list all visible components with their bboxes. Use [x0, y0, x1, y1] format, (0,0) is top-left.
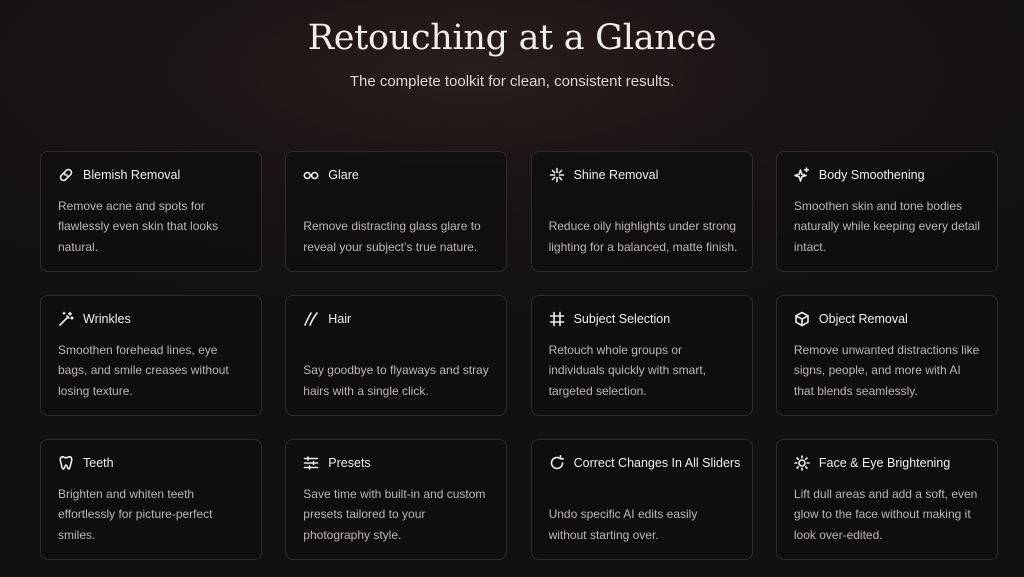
page-subtitle: The complete toolkit for clean, consistent results.	[349, 73, 675, 90]
card-title: Teeth	[83, 456, 114, 470]
card-header	[58, 310, 245, 328]
card-title: Wrinkles	[83, 312, 131, 326]
card-description: Reduce oily highlights under strong lighting for a balanced, matte finish.	[548, 219, 738, 254]
card-title: Body Smoothening	[818, 168, 925, 182]
magic-wand-icon	[58, 311, 74, 327]
card-title: Shine Removal	[573, 168, 659, 182]
card-header	[549, 310, 736, 328]
card-title: Glare	[328, 168, 359, 182]
sparkle-icon	[549, 167, 565, 183]
card-description: Smoothen forehead lines, eye bags, and smile creases without losing texture.	[58, 342, 229, 398]
card-description: Say goodbye to flyaways and stray hairs with a single click.	[303, 363, 489, 398]
feature-card-glare[interactable]	[285, 151, 507, 272]
sliders-icon	[303, 455, 319, 471]
feature-card-hair[interactable]	[285, 295, 507, 416]
card-title: Subject Selection	[573, 312, 671, 326]
card-header	[58, 454, 245, 472]
card-header	[303, 310, 490, 328]
card-title: Object Removal	[818, 312, 908, 326]
feature-card-object-removal[interactable]	[776, 295, 998, 416]
tooth-icon	[58, 455, 74, 471]
sparkles-icon	[794, 167, 810, 183]
card-title: Face & Eye Brightening	[818, 456, 951, 470]
sun-icon	[794, 455, 810, 471]
card-description: Remove unwanted distractions like signs, people, and more with AI that blends seamlessly.	[793, 342, 980, 398]
feature-card-subject-selection[interactable]	[531, 295, 753, 416]
card-header	[303, 166, 490, 184]
feature-card-face-eye-brightening[interactable]	[776, 439, 998, 560]
page-title: Retouching at a Glance	[307, 18, 717, 58]
card-header	[549, 454, 741, 472]
feature-card-shine-removal[interactable]	[531, 151, 753, 272]
refresh-icon	[549, 455, 565, 471]
card-description: Undo specific AI edits easily without starting over.	[548, 507, 698, 542]
card-header	[794, 310, 981, 328]
feature-card-presets[interactable]	[285, 439, 507, 560]
card-description: Save time with built-in and custom presets tailored to your photography style.	[303, 486, 486, 542]
card-header	[549, 166, 736, 184]
feature-card-blemish-removal[interactable]	[40, 151, 262, 272]
frame-icon	[549, 311, 565, 327]
card-description: Remove acne and spots for flawlessly even skin that looks natural.	[58, 198, 219, 254]
card-title: Hair	[328, 312, 352, 326]
card-header	[58, 166, 245, 184]
feature-card-correct-changes[interactable]	[531, 439, 753, 560]
glasses-icon	[303, 167, 319, 183]
card-header	[794, 454, 981, 472]
card-description: Smoothen skin and tone bodies naturally while keeping every detail intact.	[793, 198, 980, 254]
card-description: Retouch whole groups or individuals quickly with smart, targeted selection.	[548, 342, 706, 398]
card-description: Brighten and whiten teeth effortlessly for picture-perfect smiles.	[58, 486, 213, 542]
bandage-icon	[58, 167, 74, 183]
card-title: Correct Changes In All Sliders	[573, 456, 741, 470]
card-header	[303, 454, 490, 472]
feature-grid	[40, 151, 998, 560]
feature-card-wrinkles[interactable]	[40, 295, 262, 416]
hair-strands-icon	[303, 311, 319, 327]
card-header	[794, 166, 981, 184]
feature-card-body-smoothening[interactable]	[776, 151, 998, 272]
card-description: Lift dull areas and add a soft, even glow to the face without making it look over-edited.	[793, 486, 978, 542]
box-icon	[794, 311, 810, 327]
feature-card-teeth[interactable]	[40, 439, 262, 560]
card-title: Presets	[328, 456, 371, 470]
card-description: Remove distracting glass glare to reveal your subject’s true nature.	[303, 219, 481, 254]
card-title: Blemish Removal	[83, 168, 181, 182]
